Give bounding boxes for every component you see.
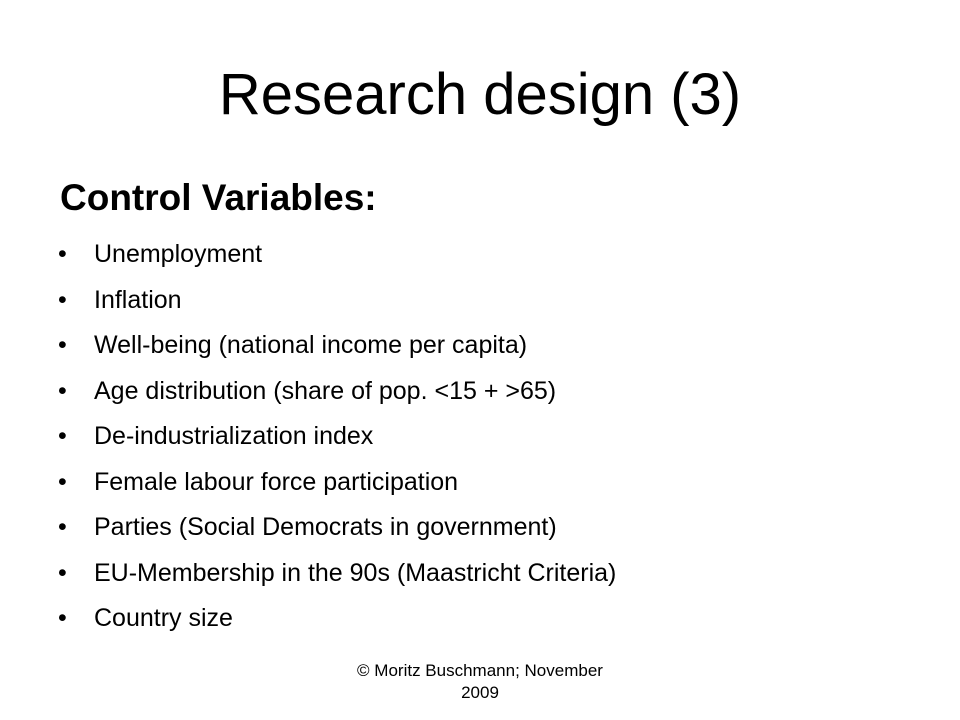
bullet-icon: • bbox=[58, 240, 67, 269]
slide-footer bbox=[300, 660, 660, 704]
bullet-list bbox=[58, 232, 616, 642]
bullet-icon: • bbox=[58, 558, 67, 587]
bullet-text: Country size bbox=[94, 604, 233, 633]
bullet-icon: • bbox=[58, 467, 67, 496]
bullet-text: Well-being (national income per capita) bbox=[94, 331, 528, 360]
section-heading: Control Variables: bbox=[60, 177, 377, 218]
bullet-text: Parties (Social Democrats in government) bbox=[94, 513, 557, 542]
bullet-text: Inflation bbox=[94, 285, 182, 314]
list-item bbox=[58, 551, 616, 597]
list-item bbox=[58, 414, 616, 460]
list-item bbox=[58, 369, 616, 415]
bullet-text: Age distribution (share of pop. <15 + >65) bbox=[94, 376, 557, 405]
footer-copyright-line: © Moritz Buschmann; November bbox=[357, 661, 603, 680]
list-item bbox=[58, 505, 616, 551]
bullet-text: De-industrialization index bbox=[94, 422, 374, 451]
bullet-text: Unemployment bbox=[94, 240, 263, 269]
bullet-text: EU-Membership in the 90s (Maastricht Criteria) bbox=[94, 558, 617, 587]
footer-year-line: 2009 bbox=[461, 683, 499, 702]
list-item bbox=[58, 323, 616, 369]
list-item bbox=[58, 232, 616, 278]
list-item bbox=[58, 278, 616, 324]
bullet-text: Female labour force participation bbox=[94, 467, 459, 496]
bullet-icon: • bbox=[58, 376, 67, 405]
slide-title: Research design (3) bbox=[218, 62, 742, 127]
bullet-icon: • bbox=[58, 604, 67, 633]
bullet-icon: • bbox=[58, 285, 67, 314]
list-item bbox=[58, 596, 616, 642]
bullet-icon: • bbox=[58, 331, 67, 360]
bullet-icon: • bbox=[58, 422, 67, 451]
bullet-icon: • bbox=[58, 513, 67, 542]
list-item bbox=[58, 460, 616, 506]
